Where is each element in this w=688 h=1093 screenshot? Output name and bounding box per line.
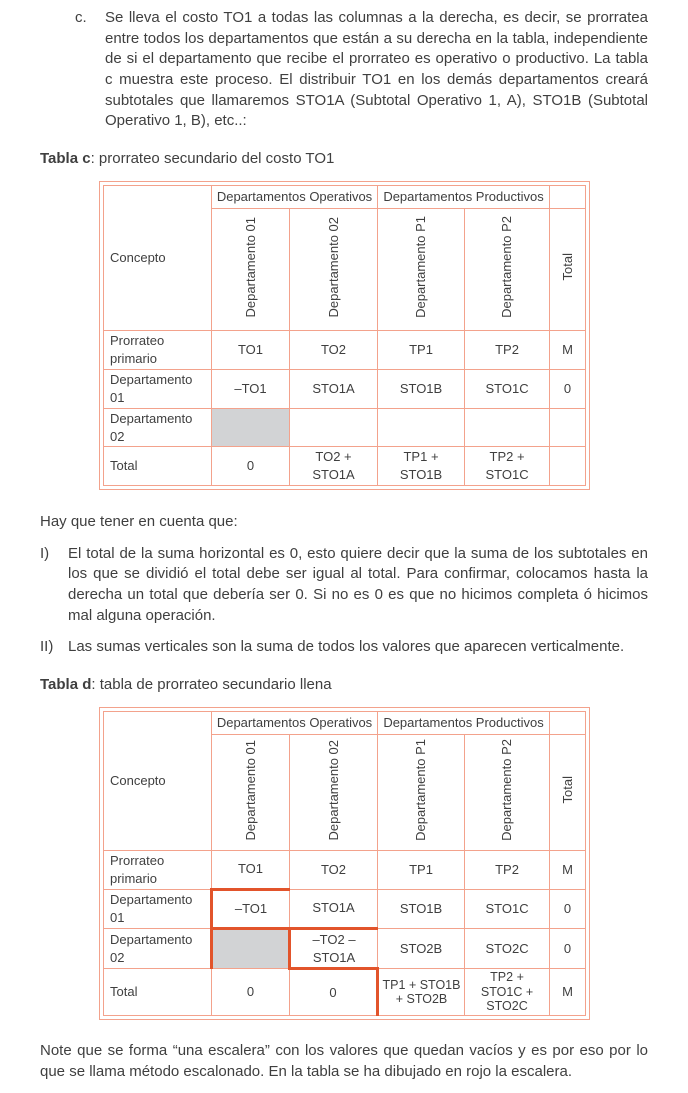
data-cell-staircase: –TO1: [212, 889, 290, 928]
total-cell: [550, 447, 586, 486]
data-cell: TP1: [378, 330, 465, 369]
data-cell: [465, 408, 550, 447]
tabla-c-caption-bold: Tabla c: [40, 150, 91, 168]
data-cell: [290, 408, 378, 447]
list-item-II-marker: II): [40, 638, 54, 656]
column-header-dep01: Departamento 01: [212, 734, 290, 850]
data-cell: STO1A: [290, 889, 378, 928]
data-cell: TP2: [465, 330, 550, 369]
table-row: [104, 850, 586, 889]
data-cell: STO1C: [465, 889, 550, 928]
closing-note: Note que se forma “una escalera” con los valores que quedan vacíos y es por eso por lo que se llama método escalonado. En la tabla se ha dibujado en rojo la escalera.: [40, 1042, 648, 1080]
data-cell: STO1B: [378, 369, 465, 408]
column-header-dep02: Departamento 02: [290, 208, 378, 330]
column-header-depP2: Departamento P2: [465, 734, 550, 850]
row-label: Total: [104, 447, 212, 486]
total-cell: 0: [550, 928, 586, 969]
data-cell: TO2 + STO1A: [290, 447, 378, 486]
data-cell: [378, 408, 465, 447]
table-row: [104, 330, 586, 369]
tabla-d-caption-rest: : tabla de prorrateo secundario llena: [91, 676, 332, 694]
total-cell: 0: [550, 369, 586, 408]
data-cell: STO2C: [465, 928, 550, 969]
empty-corner-cell: [550, 185, 586, 208]
data-cell: STO1C: [465, 369, 550, 408]
concepto-header: Concepto: [104, 711, 212, 850]
row-label: Departamento 02: [104, 408, 212, 447]
tabla-c: [103, 185, 586, 487]
column-header-depP1: Departamento P1: [378, 208, 465, 330]
list-item-c-text: Se lleva el costo TO1 a todas las columnas a la derecha, es decir, se prorratea entre todos los departamentos que están a su derecha en la tabla, independiente de si el departamento que recibe el prorrateo es operativo o productivo. La tabla c muestra este proceso. El distribuir TO1 en los demás departamentos creará subtotales que llamaremos STO1A (Subtotal Operativo 1, A), STO1B (Subtotal Operativo 1, B), etc..:: [105, 9, 648, 130]
concepto-header: Concepto: [104, 185, 212, 330]
list-item-II-text: Las sumas verticales son la suma de todos los valores que aparecen verticalmente.: [68, 638, 625, 656]
tabla-d-caption-bold: Tabla d: [40, 676, 92, 694]
table-row: [104, 969, 586, 1015]
tabla-c-caption-rest: : prorrateo secundario del costo TO1: [90, 150, 335, 168]
table-row: [104, 408, 586, 447]
data-cell: TP2: [465, 850, 550, 889]
total-cell: M: [550, 330, 586, 369]
note-intro: Hay que tener en cuenta que:: [40, 513, 238, 530]
data-cell: TO2: [290, 330, 378, 369]
table-row: [104, 447, 586, 486]
data-cell: TO2: [290, 850, 378, 889]
row-label: Prorrateo primario: [104, 850, 212, 889]
list-item-c: [75, 8, 648, 132]
group-header-operativos: Departamentos Operativos: [212, 711, 378, 734]
data-cell: TO1: [212, 330, 290, 369]
tabla-d-frame: [99, 707, 590, 1020]
row-label: Departamento 01: [104, 369, 212, 408]
data-cell: STO1A: [290, 369, 378, 408]
column-header-dep02: Departamento 02: [290, 734, 378, 850]
group-header-productivos: Departamentos Productivos: [378, 185, 550, 208]
data-cell: STO1B: [378, 889, 465, 928]
group-header-productivos: Departamentos Productivos: [378, 711, 550, 734]
data-cell: STO2B: [378, 928, 465, 969]
row-label: Prorrateo primario: [104, 330, 212, 369]
total-cell: 0: [550, 889, 586, 928]
data-cell-staircase: 0: [290, 969, 378, 1015]
table-row: [104, 369, 586, 408]
list-item-I-marker: I): [40, 544, 50, 562]
tabla-c-caption: [40, 149, 648, 170]
data-cell-staircase: –TO2 – STO1A: [290, 928, 378, 969]
tabla-c-frame: [99, 181, 590, 491]
data-cell: TP1 + STO1B + STO2B: [378, 969, 465, 1015]
data-cell: TP1: [378, 850, 465, 889]
shaded-empty-cell: [212, 408, 290, 447]
data-cell: TP1 + STO1B: [378, 447, 465, 486]
row-label: Departamento 02: [104, 928, 212, 969]
table-row: [104, 889, 586, 928]
row-label: Departamento 01: [104, 889, 212, 928]
shaded-empty-cell: [212, 928, 290, 969]
list-item-I: [40, 544, 648, 627]
data-cell: –TO1: [212, 369, 290, 408]
row-label: Total: [104, 969, 212, 1015]
total-cell: M: [550, 969, 586, 1015]
column-header-dep01: Departamento 01: [212, 208, 290, 330]
data-cell: 0: [212, 969, 290, 1015]
total-cell: [550, 408, 586, 447]
data-cell: 0: [212, 447, 290, 486]
list-item-II: [40, 637, 648, 658]
tabla-d: [103, 711, 586, 1016]
column-header-depP1: Departamento P1: [378, 734, 465, 850]
total-cell: M: [550, 850, 586, 889]
list-item-I-text: El total de la suma horizontal es 0, esto quiere decir que la suma de los subtotales en los que se dividió el total debe ser igual al total. Para confirmar, colocamos hasta la derecha un total que debería ser 0. Si no es 0 es que no hicimos completa ó hicimos mal alguna operación.: [68, 544, 648, 624]
total-column-header: Total: [550, 208, 586, 330]
table-row: [104, 928, 586, 969]
data-cell: TP2 + STO1C: [465, 447, 550, 486]
group-header-operativos: Departamentos Operativos: [212, 185, 378, 208]
data-cell: TP2 + STO1C + STO2C: [465, 969, 550, 1015]
column-header-depP2: Departamento P2: [465, 208, 550, 330]
total-column-header: Total: [550, 734, 586, 850]
tabla-d-caption: [40, 675, 648, 696]
list-item-c-marker: c.: [75, 9, 87, 26]
data-cell: TO1: [212, 850, 290, 889]
empty-corner-cell: [550, 711, 586, 734]
